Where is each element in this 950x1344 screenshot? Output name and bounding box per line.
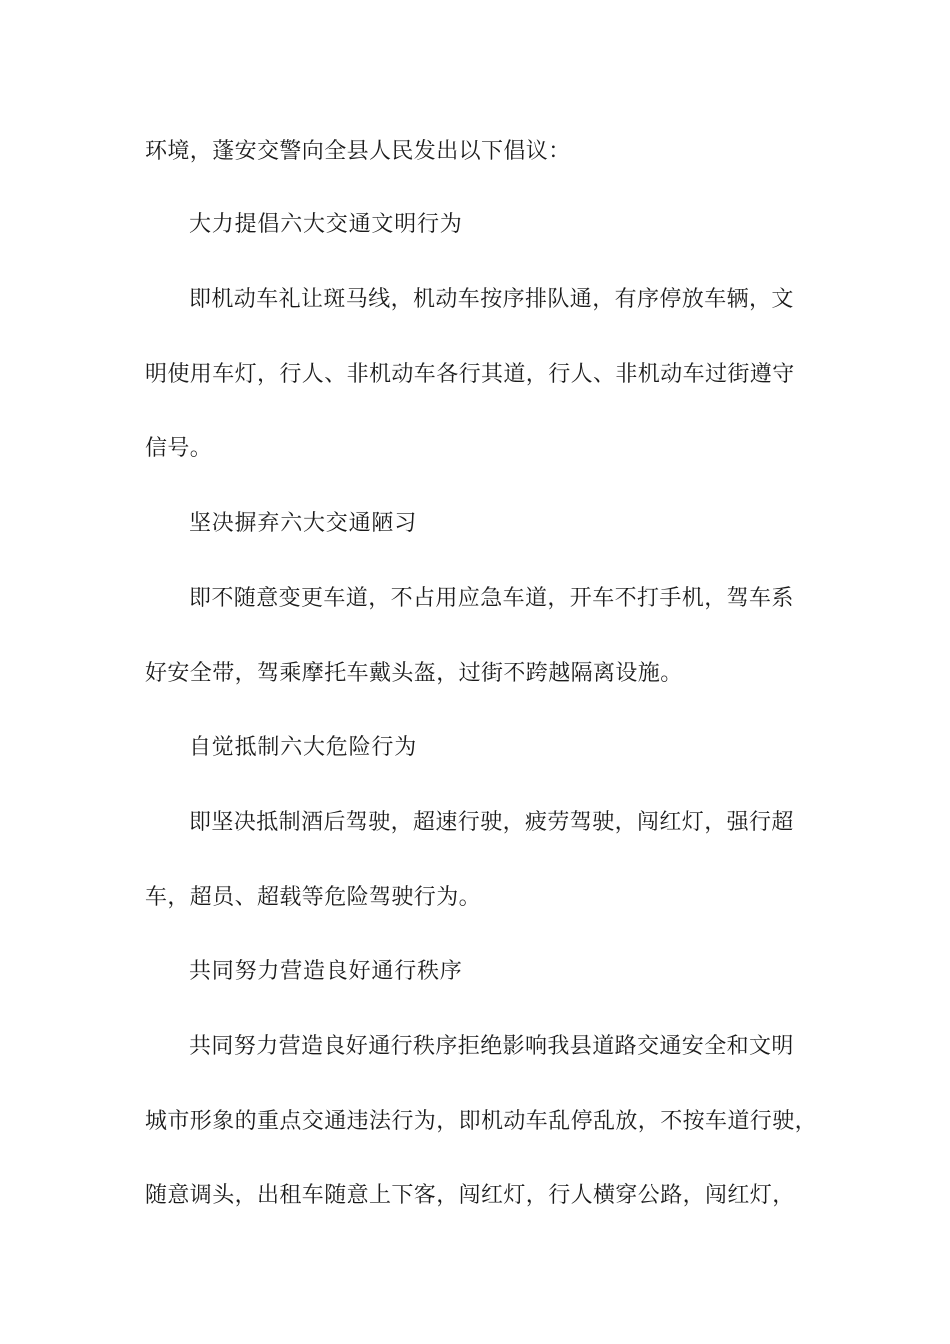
paragraph-line: 城市形象的重点交通违法行为，即机动车乱停乱放，不按车道行驶，: [145, 1109, 818, 1134]
paragraph-line: 即机动车礼让斑马线，机动车按序排队通，有序停放车辆，文: [189, 287, 794, 312]
section-heading-bad-habits: 坚决摒弃六大交通陋习: [189, 511, 418, 536]
section-heading-traffic-order: 共同努力营造良好通行秩序: [189, 959, 463, 984]
section-heading-dangerous-behaviors: 自觉抵制六大危险行为: [189, 735, 418, 760]
paragraph-line: 随意调头，出租车随意上下客，闯红灯，行人横穿公路，闯红灯，: [145, 1183, 795, 1208]
paragraph-line: 共同努力营造良好通行秩序拒绝影响我县道路交通安全和文明: [189, 1034, 794, 1059]
paragraph-line: 好安全带，驾乘摩托车戴头盔，过街不跨越隔离设施。: [145, 661, 683, 686]
paragraph-line: 信号。: [145, 436, 213, 461]
paragraph-line: 即不随意变更车道，不占用应急车道，开车不打手机，驾车系: [189, 586, 794, 611]
section-heading-civilized-behaviors: 大力提倡六大交通文明行为: [189, 212, 463, 237]
paragraph-line: 即坚决抵制酒后驾驶，超速行驶，疲劳驾驶，闯红灯，强行超: [189, 810, 794, 835]
paragraph-line: 明使用车灯，行人、非机动车各行其道，行人、非机动车过街遵守: [145, 362, 795, 387]
paragraph-line: 环境，蓬安交警向全县人民发出以下倡议：: [145, 139, 571, 164]
paragraph-line: 车，超员、超载等危险驾驶行为。: [145, 885, 482, 910]
